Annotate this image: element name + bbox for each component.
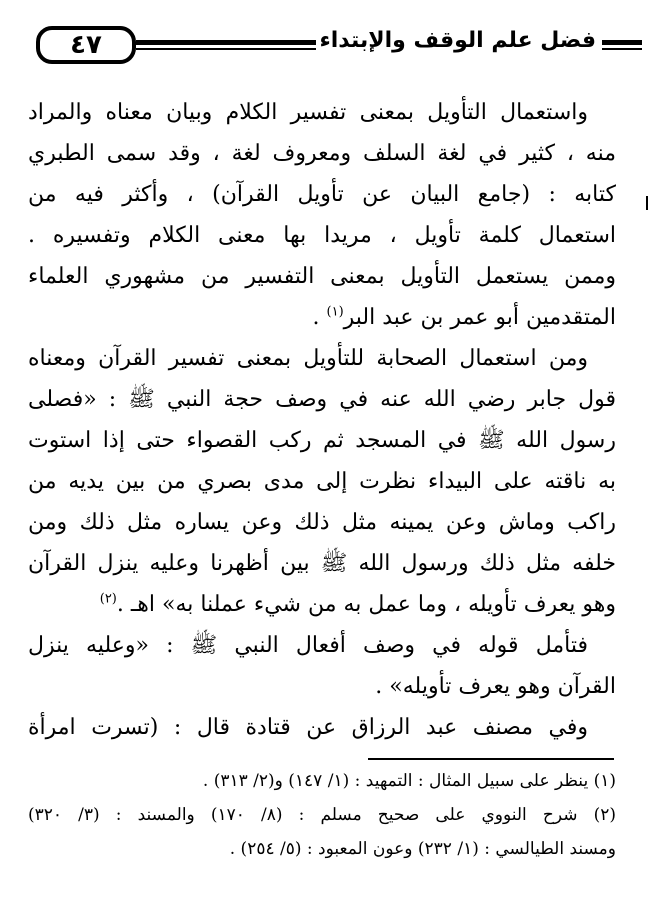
footnote-separator <box>368 758 614 760</box>
page-header <box>36 26 642 68</box>
text-fragment: وهو يعرف تأويله ، وما عمل به من شيء عملنا به» اهـ . <box>116 592 616 617</box>
text-line: به ناقته على البيداء نظرت إلى مدى بصري من بين يديه من <box>28 469 616 494</box>
text-line: المتقدمين أبو عمر بن عبد البر$^{(١)}$ . <box>312 304 616 330</box>
text-fragment: المتقدمين أبو عمر بن عبد البر <box>343 305 616 330</box>
footnote: (٢) شرح النووي على صحيح مسلم : (٨/ ١٧٠) والمسند : (٣/ ٣٢٠) <box>28 805 616 825</box>
text-line: فتأمل قوله في وصف أفعال النبي ﷺ : «وعليه ينزل <box>28 633 588 658</box>
page-number: ٤٧ <box>70 30 102 60</box>
text-line: منه ، كثير في لغة السلف ومعروف لغة ، وقد سمى الطبري <box>28 141 616 166</box>
main-text <box>28 92 616 748</box>
footnote: ومسند الطيالسي : (١/ ٢٣٢) وعون المعبود : (٥/ ٢٥٤) . <box>229 839 616 859</box>
footnotes <box>28 764 616 866</box>
running-title: فضل علم الوقف والإبتداء <box>319 28 596 53</box>
text-line: ومن استعمال الصحابة للتأويل بمعنى تفسير القرآن ومعناه <box>28 346 588 371</box>
text-line: راكب وماش وعن يمينه مثل ذلك وعن يساره مثل ذلك ومن <box>28 510 616 535</box>
text-line: وممن يستعمل التأويل بمعنى التفسير من مشهوري العلماء <box>28 264 616 289</box>
footnote-ref: (١) <box>326 304 344 320</box>
text-line: رسول الله ﷺ في المسجد ثم ركب القصواء حتى إذا استوت <box>28 428 616 453</box>
text-line: كتابه : (جامع البيان عن تأويل القرآن) ، وأكثر فيه من <box>28 182 616 207</box>
text-line <box>28 584 616 625</box>
margin-mark <box>646 196 648 210</box>
text-line: استعمال كلمة تأويل ، مريدا بها معنى الكلام وتفسيره . <box>28 223 616 248</box>
text-line: واستعمال التأويل بمعنى تفسير الكلام وبيان معناه والمراد <box>28 100 588 125</box>
header-rule-right <box>602 40 642 45</box>
header-rule <box>136 40 316 45</box>
page-number-box <box>36 26 136 64</box>
footnote: (١) ينظر على سبيل المثال : التمهيد : (١/ ١٤٧) و(٢/ ٣١٣) . <box>202 771 616 791</box>
text-line: خلفه مثل ذلك ورسول الله ﷺ بين أظهرنا وعليه ينزل القرآن <box>28 551 616 576</box>
header-rule-thin <box>136 48 316 50</box>
text-line: وفي مصنف عبد الرزاق عن قتادة قال : (تسرت امرأة <box>28 715 588 740</box>
text-line: قول جابر رضي الله عنه في وصف حجة النبي ﷺ : «فصلى <box>28 387 616 412</box>
header-rule-right-thin <box>602 48 642 50</box>
footnote-ref: (٢) <box>99 591 117 607</box>
text-line: القرآن وهو يعرف تأويله» . <box>375 674 616 699</box>
